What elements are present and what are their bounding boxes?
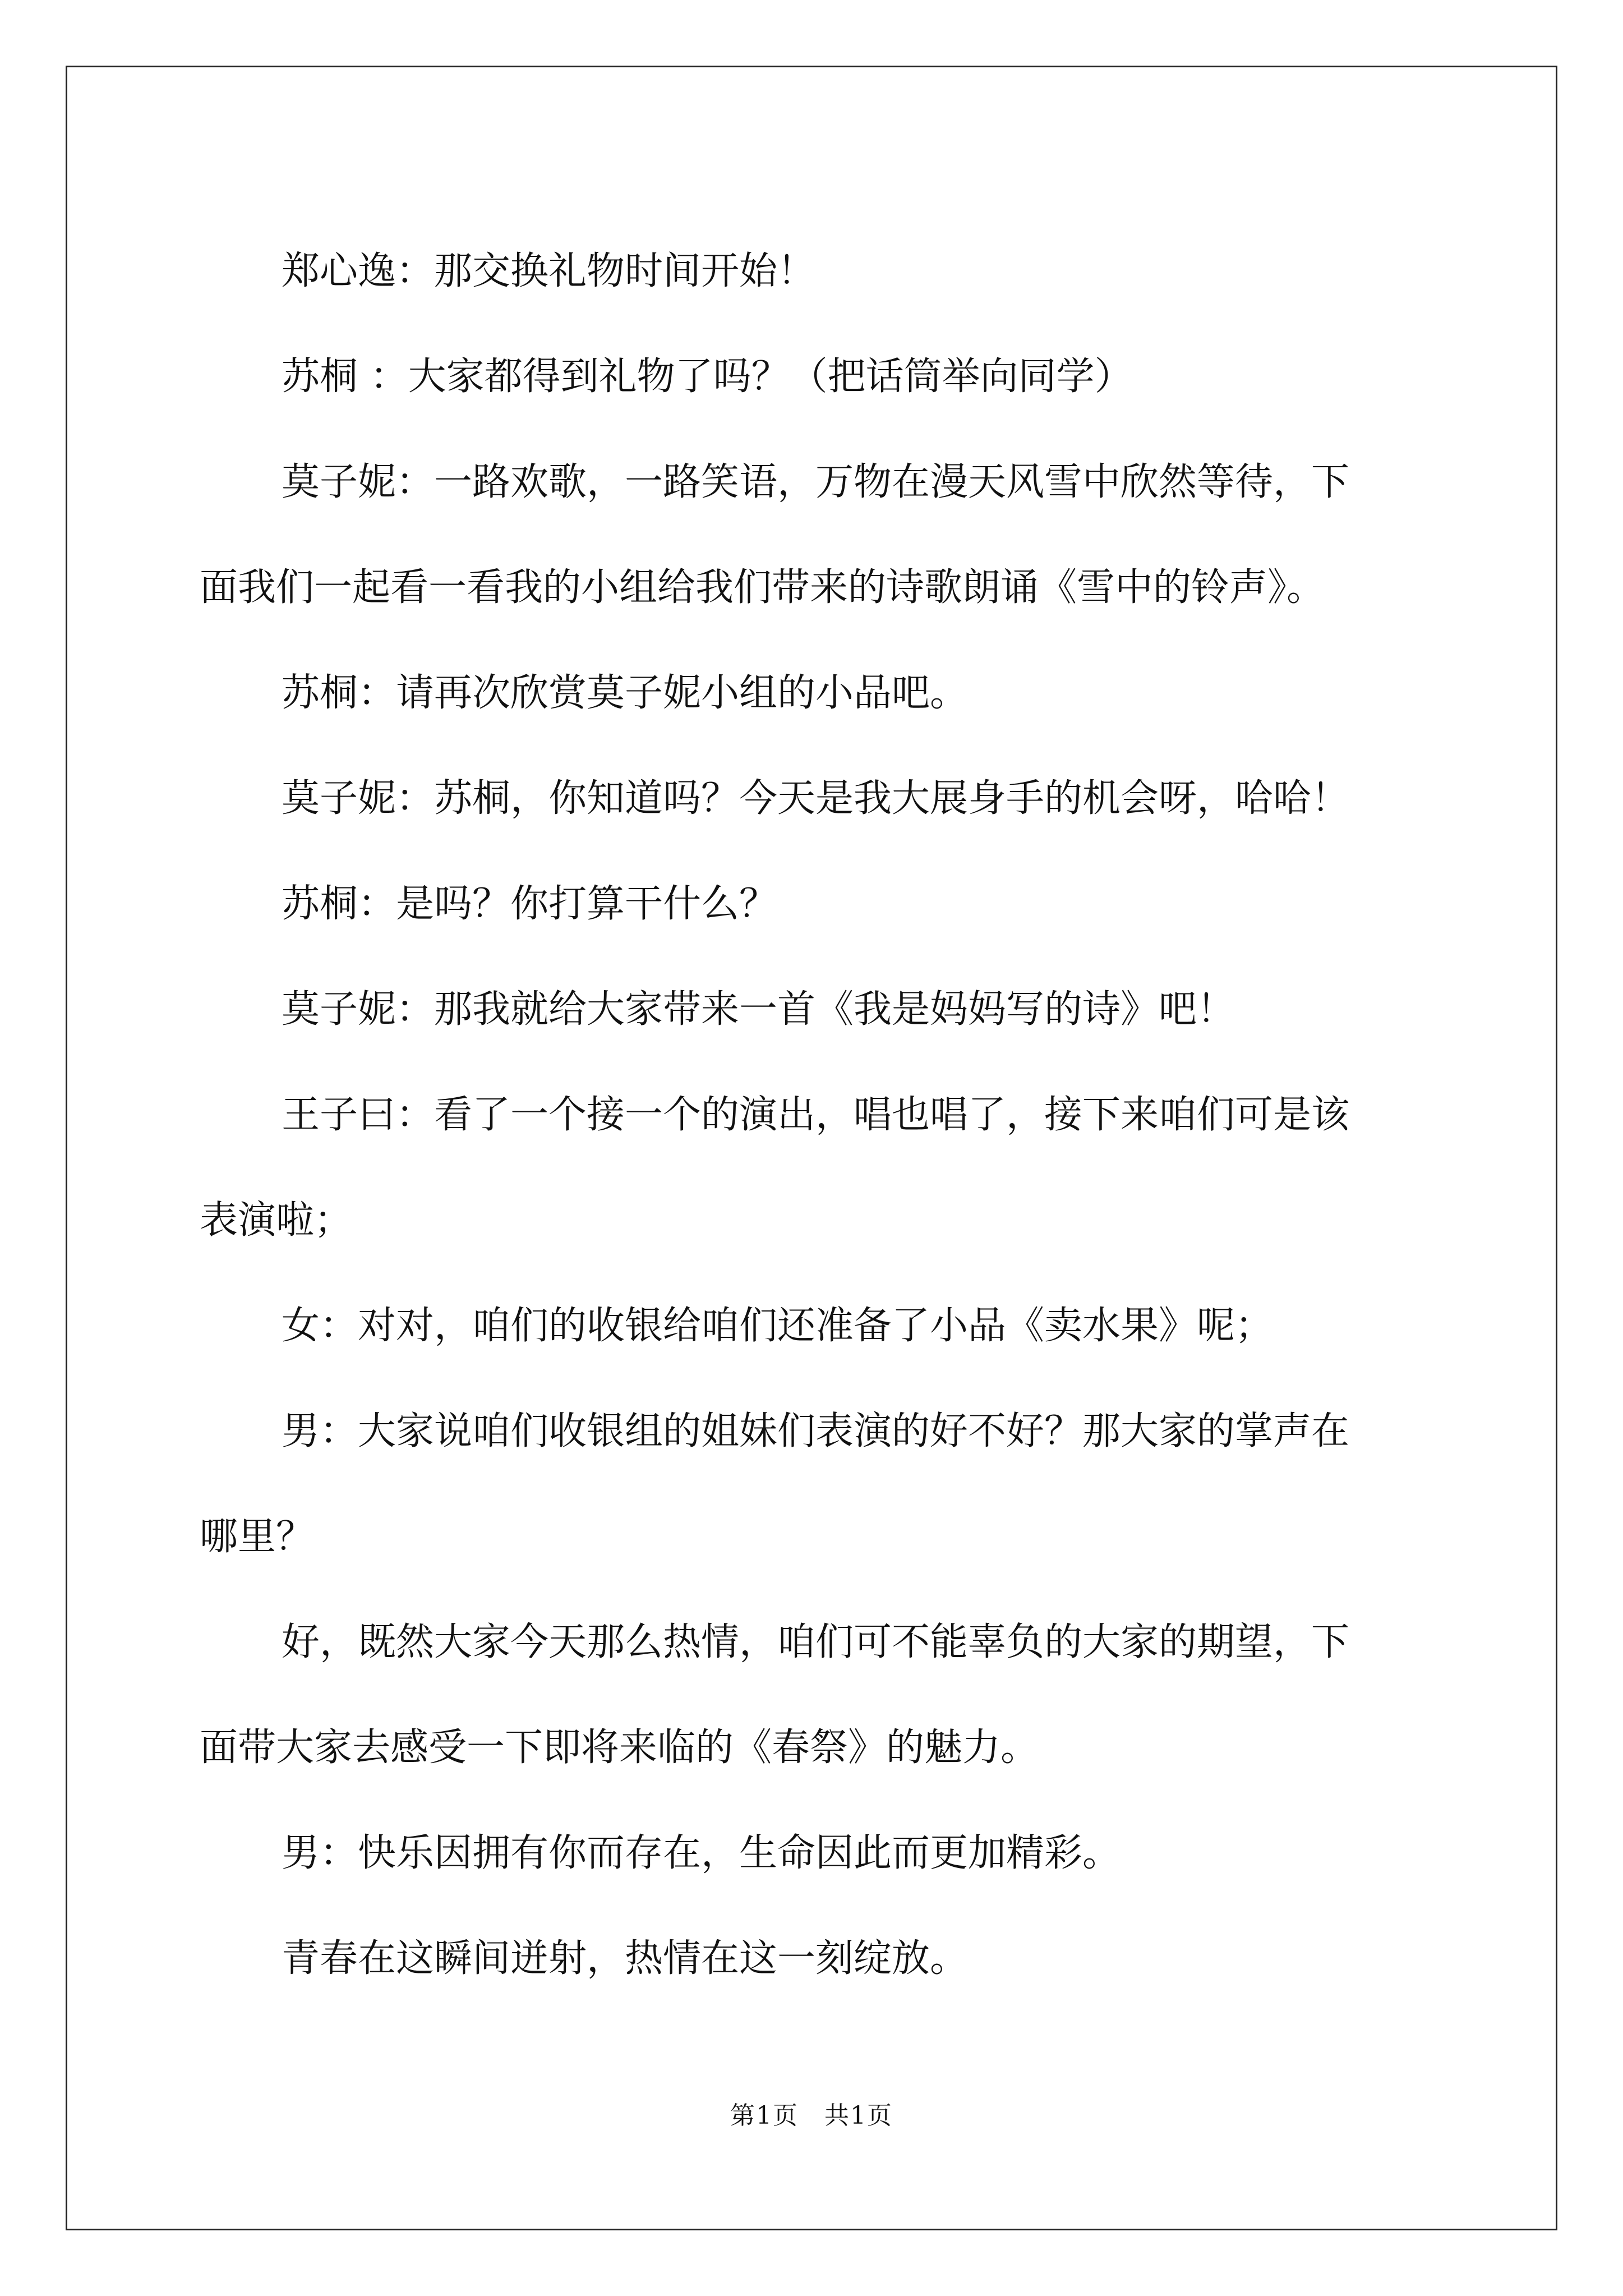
paragraph-line: 苏桐：是吗？你打算干什么？	[282, 882, 778, 926]
paragraph-line-continued: 面我们一起看一看我的小组给我们带来的诗歌朗诵《雪中的铃声》。	[200, 565, 1325, 610]
paragraph-line: 莫子妮：一路欢歌，一路笑语，万物在漫天风雪中欣然等待，下	[282, 460, 1350, 504]
paragraph-line: 苏桐：请再次欣赏莫子妮小组的小品吧。	[282, 671, 969, 715]
paragraph-line: 莫子妮：那我就给大家带来一首《我是妈妈写的诗》吧！	[282, 987, 1235, 1032]
paragraph-line-continued: 哪里？	[200, 1515, 315, 1559]
paragraph-line: 郑心逸：那交换礼物时间开始！	[282, 249, 816, 293]
paragraph-line-continued: 面带大家去感受一下即将来临的《春祭》的魅力。	[200, 1726, 1039, 1770]
page-number-footer: 第1页 共1页	[730, 2101, 893, 2130]
paragraph-line-continued: 表演啦；	[200, 1198, 353, 1243]
document-body	[200, 219, 1433, 2012]
paragraph-line: 青春在这瞬间迸射，热情在这一刻绽放。	[282, 1936, 969, 1981]
paragraph-line: 莫子妮：苏桐，你知道吗？今天是我大展身手的机会呀，哈哈！	[282, 776, 1350, 821]
paragraph-line: 王子曰：看了一个接一个的演出，唱也唱了，接下来咱们可是该	[282, 1093, 1350, 1137]
paragraph-line: 苏桐 ：大家都得到礼物了吗？（把话筒举向同学）	[282, 355, 1133, 399]
paragraph-line: 女：对对，咱们的收银给咱们还准备了小品《卖水果》呢；	[282, 1304, 1274, 1348]
paragraph-line: 好，既然大家今天那么热情，咱们可不能辜负的大家的期望，下	[282, 1620, 1350, 1664]
paragraph-line: 男：大家说咱们收银组的姐妹们表演的好不好？那大家的掌声在	[282, 1409, 1350, 1453]
paragraph-line: 男：快乐因拥有你而存在，生命因此而更加精彩。	[282, 1831, 1121, 1875]
